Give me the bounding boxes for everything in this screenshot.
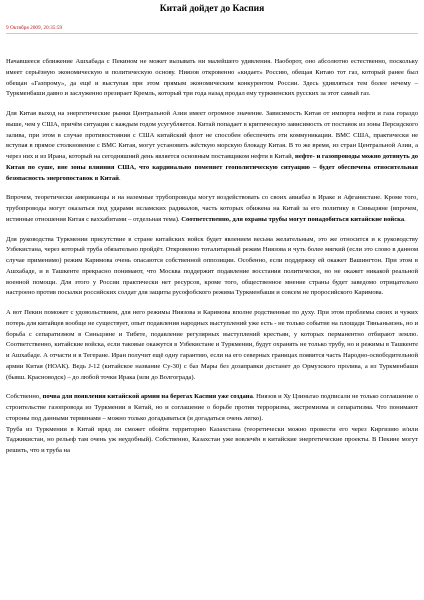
paragraph-7	[6, 425, 418, 457]
paragraph-text: Впрочем, теоретически американцы и на наземные трубопроводы могут воздействовать со своих авиабаз в Ираке и Афганистане. Кроме того, трубопроводы могут оказаться под ударами исламских радикалов, часть которых обижена на Китай за его политику в Синьцзяне (впрочем, истинные отношения Китая с ваххабитами – отдельная тема).	[6, 194, 418, 223]
paragraph-text: .	[118, 174, 121, 182]
article-title: Китай дойдет до Каспия	[159, 4, 265, 14]
article-body	[6, 57, 418, 457]
paragraph-4	[6, 235, 418, 300]
paragraph-text: .	[404, 215, 406, 223]
paragraph-text: Труба из Туркмении в Китай вряд ли сможет обойти территорию Казахстана (теоретически можно провести его через Киргизию и/или Таджикистан, но рельеф там очень уж неудобный). Собственно, Казахстан уже вовлечён в китайские энергетические проекты. В Пекине могут решить, что и труба на	[6, 425, 418, 454]
paragraph-text: Собственно,	[6, 393, 43, 401]
paragraph-5	[6, 308, 418, 383]
paragraph-text: Для Китая выход на энергетические рынки Центральной Азии имеет огромное значение. Зависимость Китая от импорта нефти и газа гораздо выше, чем у США, причём ситуация с каждым годом усугубляется. Китай попадает в критическую зависимость от поставок из зоны Персидского залива, при этом в случае противостояния с США китайский флот не способен обеспечить эти коммуникации. ВМС США, практически не вступая в прямое столкновение с ВМС Китая, могут установить жёсткую морскую блокаду Китая. В то же время, из стран Центральной Азии, а через них и из Ирана, который на сегодняшний день является основным поставщиком нефти в Китай,	[6, 110, 418, 160]
paragraph-3	[6, 193, 418, 225]
paragraph-highlight: почва для появления китайской армии на берегах Каспия уже создана	[42, 393, 253, 401]
paragraph-text: Начавшееся сближение Ашхабада с Пекином не может вызывать ни малейшего удивления. Наоборот, оно абсолютно естественно, поскольку имеет серьёзную экономическую и политическую основу. Ниязов откровенно «кидает» Россию, обещая Китаю тот газ, который ранее был обещан «Газпрому», да ещё и выступая при этом прямым экономическим конкурентом России. Здесь удивляться тем более нечему – Туркменбаши давно и заслуженно презирает Кремль, который три года назад продал ему туркменских русских за этот самый газ.	[6, 58, 418, 98]
paragraph-text: Для руководства Туркмении присутствие в стране китайских войск будет явлением весьма желательным, это же относится и к руководству Узбекистана, через который труба обязательно пройдёт. Откровенно тоталитарный режим Ниязова и чуть более мягкий (если это слово в данном случае применимо) режим Каримова очень опасаются собственной оппозиции. Особенно, если поддержку ей окажет Вашингтон. При этом в Ашхабаде, и в Ташкенте прекрасно понимают, что Москва поддержит подавление восстания политически, но не окажет никакой реальной военной помощи. Для этого у России практически нет ресурсов, кроме того, общественное мнение страны будет заведомо отрицательно настроено против посылки российских солдат для защиты русофобского режима Туркменбаши и совсем не проросийского Каримова.	[6, 235, 418, 297]
article-date: 9 Октября 2009, 20:35:59	[6, 25, 63, 31]
paragraph-6	[6, 392, 418, 424]
paragraph-1	[6, 57, 418, 100]
paragraph-text: . Ниязов и Ху Цзиньтао подписали не только соглашение о строительстве газопровода из Туркмении в Китай, но и соглашение о борьбе против терроризма, экстремизма и сепаратизма. Что понимают стороны под данными терминами – можно только догадываться (и догадаться очень легко).	[6, 393, 418, 422]
paragraph-highlight: Соответственно, для охраны трубы могут понадобиться китайские войска	[181, 215, 405, 223]
paragraph-highlight: нефте- и газопроводы можно дотянуть до Китая по суше, вне зоны влияния США, что кардинально поменяет геополитическую ситуацию – будет обеспечена относительная безопасность энергопоставок в Китай	[6, 153, 419, 182]
paragraph-text: А вот Пекин поможет с удовольствием, для него режимы Ниязова и Каримова вполне родственные по духу. При этом проблемы своих и чужих потерь для китайцев вообще не существует, опыт подавления народных выступлений уже есть - не только событие на площади Тяньаньмэнь, но и борьба с сепаратизмом в Синьцзяне и Тибете, подавление регулярных выступлений крестьян, у которых перманентно отбирают землю. Соответственно, китайские войска, если таковые окажутся в Узбекистане и Туркмении, будут охранять не только трубу, но и режимы в Ташкенте и Ашхабаде. А отчасти и в Тегеране. Иран получит ещё одну гарантию, если на его северных границах появится часть Народно-освободительной армии Китая (НОАК). Ведь J-12 (китайское название Су-30) с баз Мары без дозаправки достанет до Ормузского пролива, а из Туркменбаши (бывш. Красноводск) – до любой точки Ирака (или до Волгограда).	[6, 309, 418, 381]
paragraph-2	[6, 109, 418, 184]
title-divider	[6, 33, 418, 34]
